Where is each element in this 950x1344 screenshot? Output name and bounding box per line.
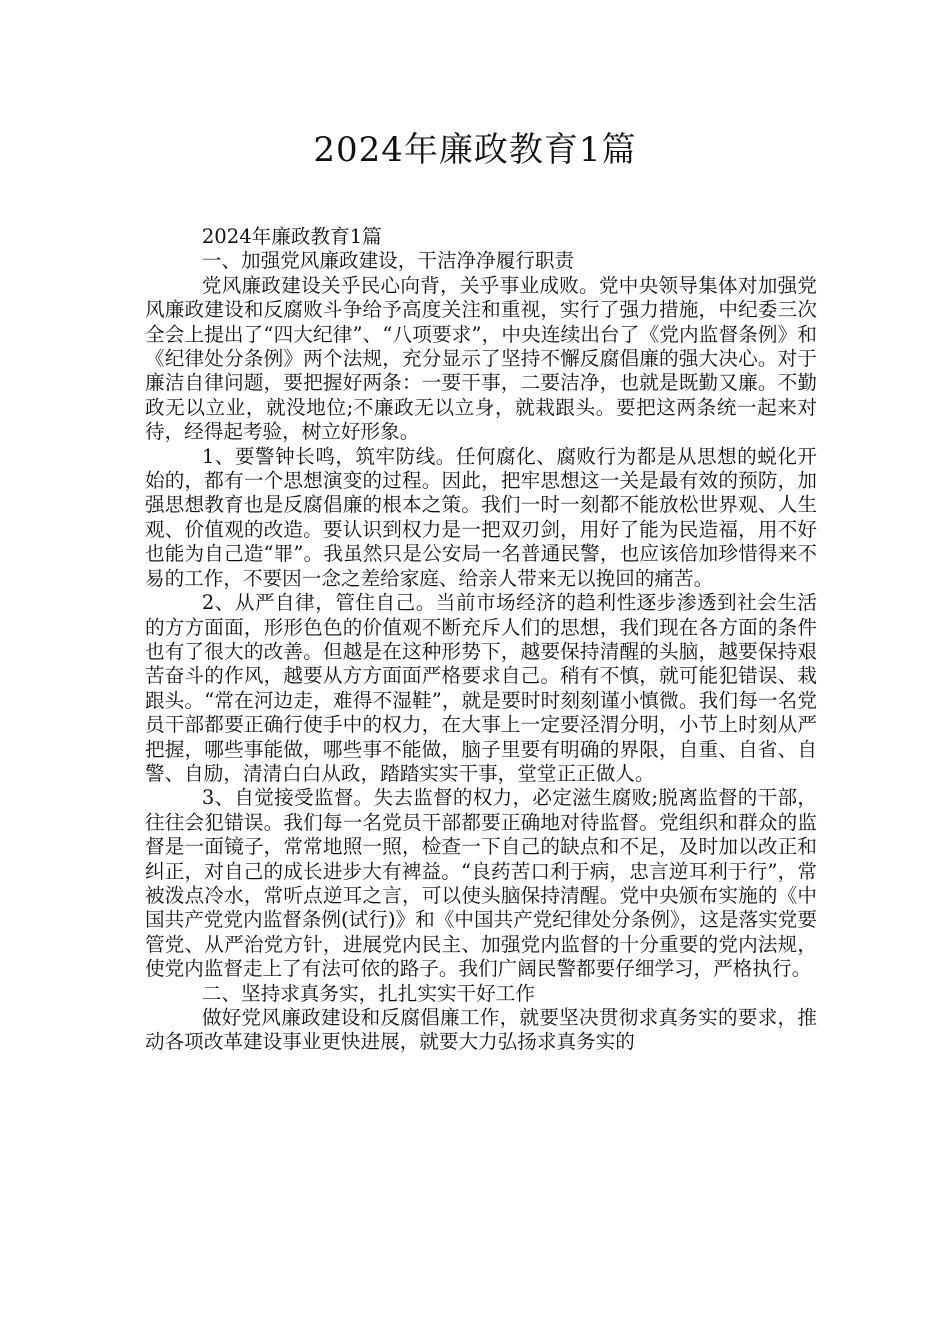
- section-heading-1: 一、加强党风廉政建设，干洁净净履行职责: [201, 249, 575, 273]
- paragraph: 1、要警钟长鸣，筑牢防线。任何腐化、腐败行为都是从思想的蜕化开始的，都有一个思想演变的过程。因此，把牢思想这一关是最有效的预防，加强思想教育也是反腐倡廉的根本之策。我们一时一刻都不能放松世界观、人生观、价值观的改造。要认识到权力是一把双刃剑，用好了能为民造福，用不好也能为自己造“罪”。我虽然只是公安局一名普通民警，也应该倍加珍惜得来不易的工作，不要因一念之差给家庭、给亲人带来无以挽回的痛苦。: [145, 444, 817, 590]
- paragraph: 2、从严自律，管住自己。当前市场经济的趋利性逐步渗透到社会生活的方方面面，形形色色的价值观不断充斥人们的思想，我们现在各方面的条件也有了很大的改善。但越是在这种形势下，越要保持清醒的头脑，越要保持艰苦奋斗的作风，越要从方方面面严格要求自己。稍有不慎，就可能犯错误、栽跟头。“常在河边走，难得不湿鞋”，就是要时时刻刻谨小慎微。我们每一名党员干部都要正确行使手中的权力，在大事上一定要泾渭分明，小节上时刻从严把握，哪些事能做，哪些事不能做，脑子里要有明确的界限，自重、自省、自警、自励，清清白白从政，踏踏实实干事，堂堂正正做人。: [145, 591, 817, 785]
- section-heading-2: 二、坚持求真务实，扎扎实实干好工作: [201, 981, 535, 1005]
- paragraph: 党风廉政建设关乎民心向背，关乎事业成败。党中央领导集体对加强党风廉政建设和反腐败斗争给予高度关注和重视，实行了强力措施，中纪委三次全会上提出了“四大纪律”、“八项要求”，中央连续出台了《党内监督条例》和《纪律处分条例》两个法规，充分显示了坚持不懈反腐倡廉的强大决心。对于廉洁自律问题，要把握好两条：一要干事，二要洁净，也就是既勤又廉。不勤政无以立业，就没地位;不廉政无以立身，就栽跟头。要把这两条统一起来对待，经得起考验，树立好形象。: [145, 273, 817, 444]
- paragraph: 3、自觉接受监督。失去监督的权力，必定滋生腐败;脱离监督的干部，往往会犯错误。我们每一名党员干部都要正确地对待监督。党组织和群众的监督是一面镜子，常常地照一照，检查一下自己的缺点和不足，及时加以改正和纠正，对自己的成长进步大有裨益。“良药苦口利于病，忠言逆耳利于行”，常被泼点冷水，常听点逆耳之言，可以使头脑保持清醒。党中央颁布实施的《中国共产党党内监督条例(试行)》和《中国共产党纪律处分条例》，这是落实党要管党、从严治党方针，进展党内民主、加强党内监督的十分重要的党内法规，使党内监督走上了有法可依的路子。我们广阔民警都要仔细学习，严格执行。: [145, 786, 817, 981]
- document-title: 2024年廉政教育1篇: [313, 130, 637, 170]
- body-heading: 2024年廉政教育1篇: [201, 225, 382, 248]
- paragraph: 做好党风廉政建设和反腐倡廉工作，就要坚决贯彻求真务实的要求，推动各项改革建设事业更快进展，就要大力弘扬求真务实的: [145, 1006, 817, 1054]
- document-body: [145, 225, 817, 1055]
